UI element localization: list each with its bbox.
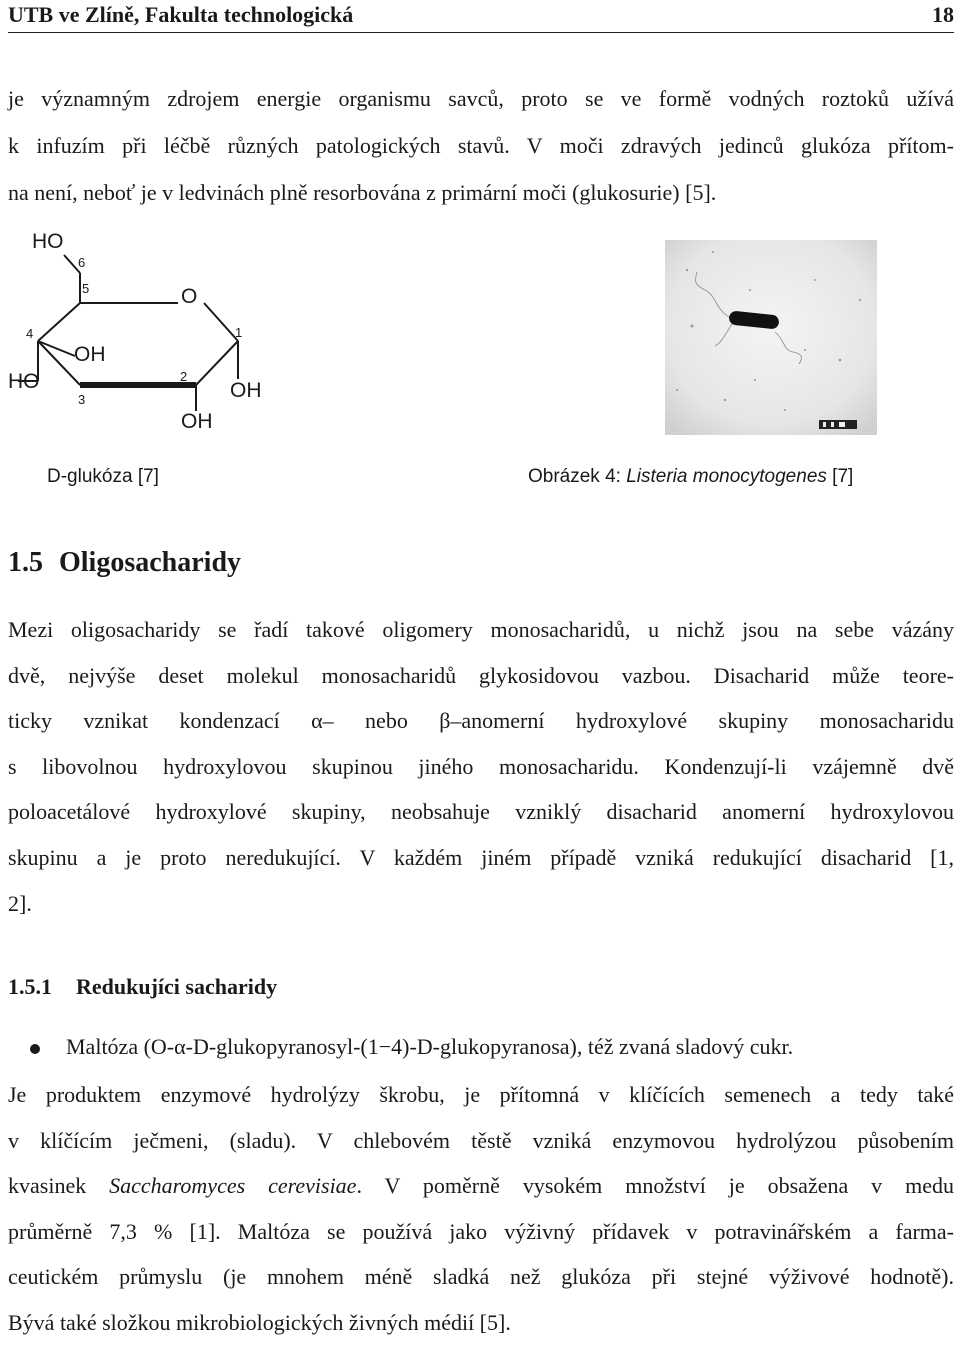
text-line: ceutickém průmyslu (je mnohem méně sladká než glukóza při stejné výživové hodnotě). bbox=[8, 1264, 954, 1290]
atom-number: 1 bbox=[235, 325, 243, 340]
bullet-text: Maltóza (O-α-D-glukopyranosyl-(1−4)-D-glukopyranosa), též zvaná sladový cukr. bbox=[66, 1034, 794, 1059]
text-line: s libovolnou hydroxylovou skupinou jiného monosacharidu. Kondenzují-li vzájemně dvě bbox=[8, 753, 954, 779]
text-line: Je produktem enzymové hydrolýzy škrobu, je přítomná v klíčících semenech a tedy také bbox=[8, 1082, 954, 1107]
text-line: 2]. bbox=[8, 890, 32, 916]
figure-caption-glucose: D-glukóza [7] bbox=[47, 466, 159, 487]
bullet-dot bbox=[30, 1044, 40, 1054]
atom-number: 3 bbox=[78, 392, 86, 407]
section-paragraph bbox=[8, 607, 954, 926]
subsection-number: 1.5.1 bbox=[8, 974, 52, 999]
text-span: kvasinek bbox=[8, 1173, 110, 1199]
text-line: v klíčícím ječmeni, (sladu). V chlebovém těstě vzniká enzymovou hydrolýzou působením bbox=[8, 1127, 954, 1153]
intro-paragraph bbox=[8, 75, 954, 216]
page-header bbox=[8, 0, 954, 34]
atom-label: HO bbox=[32, 230, 64, 253]
atom-number: 5 bbox=[82, 281, 90, 296]
atom-number: 2 bbox=[180, 369, 188, 384]
caption-prefix: Obrázek 4: bbox=[528, 466, 627, 487]
figure-caption-listeria bbox=[528, 466, 853, 488]
page-number: 18 bbox=[932, 2, 954, 27]
caption-suffix: [7] bbox=[826, 466, 854, 487]
maltose-paragraph bbox=[8, 1072, 954, 1346]
text-line: na není, neboť je v ledvinách plně resorbována z primární moči (glukosurie) [5]. bbox=[8, 180, 717, 205]
atom-label: OH bbox=[74, 343, 106, 366]
subsection-title: Redukujíci sacharidy bbox=[76, 974, 278, 999]
section-heading bbox=[8, 547, 241, 579]
text-line: průměrně 7,3 % [1]. Maltóza se používá jako výživný přídavek v potravinářském a farma- bbox=[8, 1218, 954, 1244]
atom-label: HO bbox=[8, 370, 40, 393]
atom-number: 4 bbox=[26, 326, 34, 341]
text-line: ticky vznikat kondenzací α– nebo β–anomerní hydroxylové skupiny monosacharidu bbox=[8, 708, 954, 734]
atom-label: OH bbox=[230, 379, 262, 402]
text-line: poloacetálové hydroxylové skupiny, neobsahuje vzniklý disacharid anomerní hydroxylovou bbox=[8, 799, 954, 825]
text-line: k infuzím při léčbě různých patologických stavů. V moči zdravých jedinců glukóza přítom- bbox=[8, 133, 954, 158]
atom-label: OH bbox=[181, 410, 213, 433]
header-rule bbox=[8, 32, 954, 33]
bullet-item bbox=[30, 1034, 793, 1060]
text-line: Bývá také složkou mikrobiologických živných médií [5]. bbox=[8, 1309, 511, 1335]
listeria-micrograph bbox=[665, 240, 877, 435]
section-number: 1.5 bbox=[8, 547, 43, 578]
text-line: dvě, nejvýše deset molekul monosacharidů glykosidovou vazbou. Disacharid může teore- bbox=[8, 662, 954, 688]
subsection-heading bbox=[8, 974, 277, 1000]
species-name: Saccharomyces cerevisiae bbox=[109, 1173, 357, 1199]
header-institution: UTB ve Zlíně, Fakulta technologická bbox=[8, 2, 354, 27]
text-line: Mezi oligosacharidy se řadí takové oligomery monosacharidů, u nichž jsou na sebe vázány bbox=[8, 617, 954, 642]
section-title: Oligosacharidy bbox=[59, 547, 242, 578]
ring-oxygen-label: O bbox=[181, 285, 198, 308]
glucose-structure-diagram bbox=[6, 225, 268, 437]
atom-number: 6 bbox=[78, 255, 86, 270]
text-line: skupinu a je proto neredukující. V každém jiném případě vzniká redukující disacharid [1, bbox=[8, 844, 954, 870]
text-line: je významným zdrojem energie organismu savců, proto se ve formě vodných roztoků užívá bbox=[8, 86, 954, 111]
caption-species: Listeria monocytogenes bbox=[626, 466, 827, 487]
text-span: . V poměrně vysokém množství je obsažena v medu bbox=[356, 1173, 954, 1199]
text-line bbox=[8, 1163, 954, 1209]
